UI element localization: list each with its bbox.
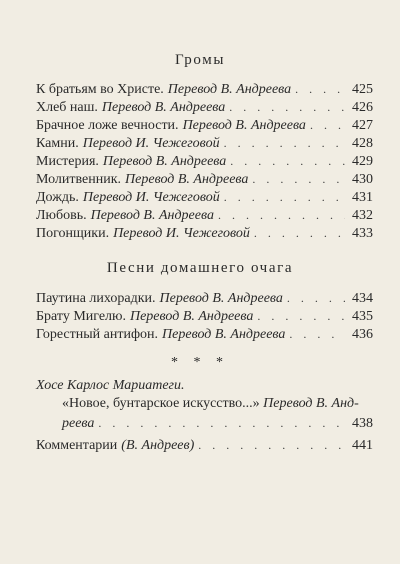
entry-page: 436	[352, 327, 373, 342]
entry-title: К братьям во Христе.	[36, 82, 164, 97]
toc-entry-essay	[62, 414, 373, 432]
entry-translator: Перевод И. Чежеговой	[82, 136, 220, 151]
entry-title: Горестный антифон.	[36, 327, 159, 342]
entry-page: 432	[352, 208, 373, 223]
entry-title: Брачное ложе вечности.	[36, 118, 179, 133]
entry-page: 426	[352, 100, 373, 115]
toc-entry	[36, 152, 373, 170]
essay-title-line	[62, 396, 359, 412]
section-separator: * * *	[171, 355, 229, 370]
entry-translator: Перевод В. Андреева	[162, 327, 286, 342]
toc-entry	[36, 188, 373, 206]
essay-title: «Новое, бунтарское искусство...»	[62, 396, 260, 411]
entry-page: 425	[352, 82, 373, 97]
dot-leader	[224, 134, 345, 152]
commentary-author: (В. Андреев)	[121, 438, 195, 453]
entry-translator: Перевод В. Андреева	[159, 291, 283, 306]
dot-leader	[287, 289, 345, 307]
dot-leader	[289, 325, 345, 343]
toc-entry	[36, 289, 373, 307]
toc-entry	[36, 307, 373, 325]
entry-page: 441	[352, 438, 373, 453]
dot-leader	[254, 224, 345, 242]
essay-translator-part2: реева	[62, 416, 95, 431]
dot-leader	[252, 170, 345, 188]
entry-title: Мистерия.	[36, 154, 99, 169]
commentary-title: Комментарии	[36, 438, 118, 453]
entry-page: 435	[352, 309, 373, 324]
section-heading-gromy: Громы	[174, 52, 225, 68]
entry-translator: Перевод В. Андреева	[167, 82, 292, 97]
entry-title: Камни.	[36, 136, 79, 151]
toc-entry-commentary	[36, 436, 373, 454]
entry-translator: Перевод И. Чежеговой	[113, 226, 250, 241]
entry-translator: Перевод И. Чежеговой	[82, 190, 220, 205]
toc-entry	[36, 224, 373, 242]
dot-leader	[198, 436, 345, 454]
entry-title: Паутина лихорадки.	[36, 291, 156, 306]
toc-entry	[36, 325, 373, 343]
dot-leader	[310, 116, 345, 134]
entry-translator: Перевод В. Андреева	[129, 309, 254, 324]
dot-leader	[229, 98, 345, 116]
entry-page: 430	[352, 172, 373, 187]
entry-page: 428	[352, 136, 373, 151]
section-heading-pesni: Песни домашнего очага	[106, 260, 294, 276]
dot-leader	[295, 80, 345, 98]
entry-title: Молитвенник.	[36, 172, 122, 187]
toc-entry	[36, 80, 373, 98]
entry-page: 434	[352, 291, 373, 306]
entry-title: Дождь.	[36, 190, 79, 205]
entry-title: Брату Мигелю.	[36, 309, 126, 324]
toc-entry	[36, 116, 373, 134]
dot-leader	[98, 414, 345, 432]
dot-leader	[257, 307, 345, 325]
entry-title: Любовь.	[36, 208, 87, 223]
essay-translator-part1: Перевод В. Анд-	[263, 396, 359, 411]
toc-entry	[36, 206, 373, 224]
toc-entry	[36, 170, 373, 188]
entry-translator: Перевод В. Андреева	[102, 154, 227, 169]
toc-entry	[36, 134, 373, 152]
entry-page: 427	[352, 118, 373, 133]
toc-entry	[36, 98, 373, 116]
entry-page: 438	[352, 416, 373, 431]
entry-title: Погонщики.	[36, 226, 110, 241]
entry-page: 429	[352, 154, 373, 169]
entry-page: 431	[352, 190, 373, 205]
entry-translator: Перевод В. Андреева	[90, 208, 214, 223]
dot-leader	[224, 188, 345, 206]
entry-title: Хлеб наш.	[36, 100, 98, 115]
essay-author: Хосе Карлос Мариатеги.	[36, 378, 185, 393]
entry-translator: Перевод В. Андреева	[125, 172, 249, 187]
dot-leader	[218, 206, 345, 224]
entry-translator: Перевод В. Андреева	[101, 100, 226, 115]
entry-translator: Перевод В. Андреева	[182, 118, 306, 133]
dot-leader	[230, 152, 345, 170]
entry-page: 433	[352, 226, 373, 241]
